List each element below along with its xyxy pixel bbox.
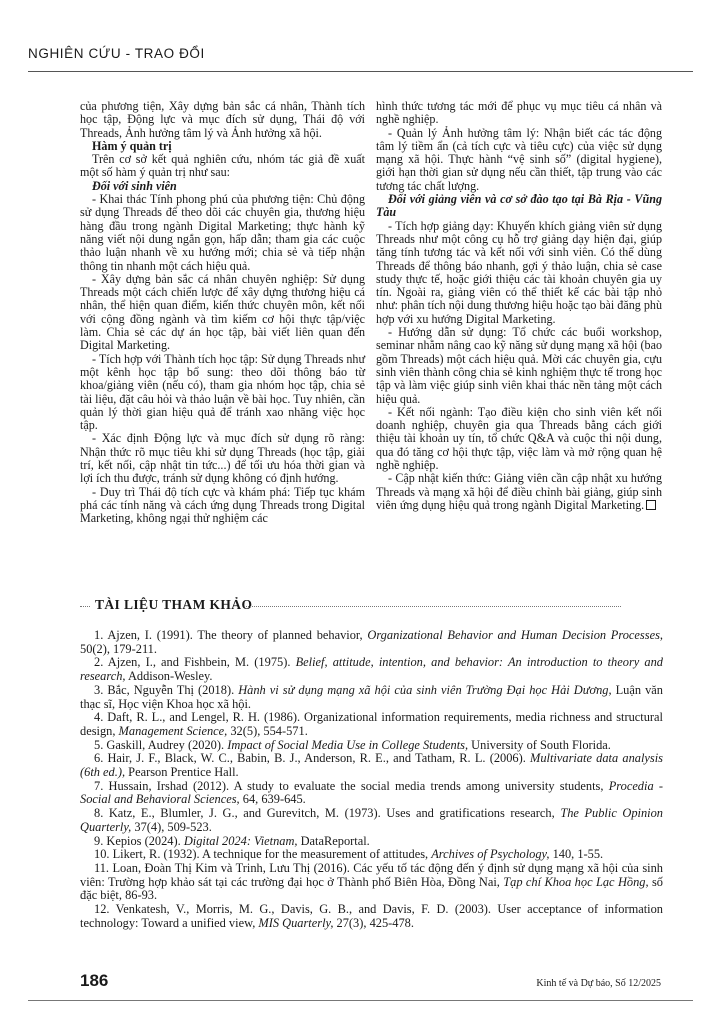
paragraph-student-1: - Khai thác Tính phong phú của phương tiện: Chủ động sử dụng Threads để theo dõi các chuyên gia, thương hiệu hàng đầu trong ngành Digital Marketing; thực hành kỹ năng viết nội dung ngắn gọn, hấp dẫn; tham gia các cuộc thảo luận nhanh về xu hướng mới; chia sẻ và tiếp nhận thông tin nhanh một cách hiệu quả. — [80, 192, 365, 273]
page-number: 186 — [80, 971, 109, 990]
reference-tail: DataReportal. — [297, 833, 370, 848]
reference-tail: Luận văn thạc sĩ, Học viện Khoa học xã hội. — [80, 682, 663, 711]
paragraph-lecturer-1: - Tích hợp giảng dạy: Khuyến khích giảng viên sử dụng Threads như một công cụ hỗ trợ giảng dạy hiện đại, giúp tăng tính tương tác và kết nối với sinh viên. Có thể dùng Threads để thông báo nhanh, gợi ý thảo luận, chia sẻ case study thực tế, hoặc giới thiệu các tài khoản chuyên gia uy tín. Ngoài ra, giảng viên có thể thiết kế các bài tập nhỏ như: phân tích nội dung thương hiệu hoặc tạo bài đăng phù hợp với xu hướng Digital Marketing. — [376, 218, 662, 326]
paragraph-basis: Trên cơ sở kết quả nghiên cứu, nhóm tác giả đề xuất một số hàm ý quản trị như sau: — [80, 152, 365, 180]
reference-source: Multivariate data analysis (6th ed.), — [80, 751, 664, 780]
reference-source: MIS Quarterly, — [258, 915, 334, 930]
reference-item — [80, 739, 663, 753]
references-list — [80, 629, 663, 930]
reference-tail: 50(2), 179-211. — [80, 641, 157, 656]
reference-text: 1. Ajzen, I. (1991). The theory of planned behavior, — [94, 628, 368, 642]
reference-item — [80, 629, 663, 656]
reference-text: 5. Gaskill, Audrey (2020). — [94, 737, 228, 752]
reference-item — [80, 752, 663, 779]
reference-tail: số đặc biệt, 86-93. — [80, 874, 663, 903]
right-column — [376, 100, 662, 512]
heading-students: Đối với sinh viên — [92, 178, 177, 193]
end-of-article-icon — [646, 500, 656, 510]
paragraph-student-5: - Duy trì Thái độ tích cực và khám phá: Tiếp tục khám phá các tính năng và cách ứng dụng Threads trong Digital Marketing, không ngại thử nghiệm các — [80, 484, 365, 526]
reference-source: Archives of Psychology, — [431, 847, 550, 862]
reference-item — [80, 835, 663, 849]
reference-item — [80, 807, 663, 834]
paragraph-intro: của phương tiện, Xây dựng bản sắc cá nhân, Thành tích học tập, Động lực và mục đích sử dụng, Thái độ với Threads, Ảnh hưởng tâm lý và Ảnh hưởng xã hội. — [80, 99, 365, 140]
reference-text: 8. Katz, E., Blumler, J. G., and Gurevitch, M. (1973). Uses and gratifications research, — [94, 806, 561, 821]
reference-item — [80, 862, 663, 903]
reference-text: 12. Venkatesh, V., Morris, M. G., Davis, G. B., and Davis, F. D. (2003). User acceptance of information technology: Toward a unified view, — [80, 902, 663, 930]
reference-text: 7. Hussain, Irshad (2012). A study to evaluate the social media trends among university students, — [94, 778, 609, 793]
reference-source: Impact of Social Media Use in College Students, — [227, 737, 469, 752]
paragraph-student-2: - Xây dựng bản sắc cá nhân chuyên nghiệp: Sử dụng Threads một cách chiến lược để xây dựng thương hiệu cá nhân, thể hiện quan điểm, kiến thức chuyên môn, kết nối với cộng đồng ngành và tìm kiếm cơ hội thực tập/việc làm. Chia sẻ các dự án học tập, bài viết liên quan đến Digital Marketing. — [80, 271, 365, 353]
reference-item — [80, 656, 663, 683]
reference-item — [80, 848, 663, 862]
reference-source: Organizational Behavior and Human Decision Processes, — [367, 628, 663, 642]
paragraph-student-6: - Quản lý Ảnh hưởng tâm lý: Nhận biết các tác động tâm lý tiềm ẩn (cả tích cực và tiêu cực) của việc sử dụng mạng xã hội. Thực hành “vệ sinh số” (digital hygiene), giới hạn thời gian sử dụng nếu cần thiết, tập trung vào các tương tác chất lượng. — [376, 125, 662, 193]
paragraph-lecturer-3: - Kết nối ngành: Tạo điều kiện cho sinh viên kết nối doanh nghiệp, chuyên gia qua Threads bằng cách giới thiệu tài khoản uy tín, tổ chức Q&A và cuộc thi nội dung, qua đó tăng cơ hội thực tập, việc làm và mở rộng quan hệ nghề nghiệp. — [376, 404, 662, 473]
footer-rule — [28, 1000, 693, 1001]
heading-implications: Hàm ý quản trị — [92, 138, 172, 153]
left-column — [80, 100, 365, 526]
references-rule-left — [80, 606, 90, 607]
reference-text: 4. Daft, R. L., and Lengel, R. H. (1986). Organizational information requirements, media richness and structural design, — [80, 710, 663, 738]
reference-text: 11. Loan, Đoàn Thị Kim và Trinh, Lưu Thị (2016). Các yếu tố tác động đến ý định sử dụng mạng xã hội của sinh viên: Trường hợp khảo sát tại các trường đại học ở Thành phố Biên Hòa, Đồng Nai, — [80, 860, 663, 889]
reference-tail: 37(4), 509-523. — [131, 819, 212, 834]
references-title: TÀI LIỆU THAM KHẢO — [95, 597, 253, 612]
reference-tail: 140, 1-55. — [549, 847, 604, 862]
reference-source: Management Science, — [118, 723, 228, 738]
section-header: NGHIÊN CỨU - TRAO ĐỔI — [28, 46, 205, 61]
reference-text: 6. Hair, J. F., Black, W. C., Babin, B. J., Anderson, R. E., and Tatham, R. L. (2006). — [94, 751, 531, 766]
paragraph-lecturer-2: - Hướng dẫn sử dụng: Tổ chức các buổi workshop, seminar nhằm nâng cao kỹ năng sử dụng mạng xã hội (bao gồm Threads) một cách hiệu quả. Mời các chuyên gia, cựu sinh viên thành công chia sẻ kinh nghiệm thực tế trong học tập và làm việc giúp sinh viên khai thác nền tảng một cách hiệu quả. — [376, 325, 662, 406]
reference-item — [80, 684, 663, 711]
reference-source: Procedia - Social and Behavioral Sciences, — [80, 778, 663, 807]
reference-text: 9. Kepios (2024). — [94, 833, 184, 848]
paragraph-lecturer-4-text: - Cập nhật kiến thức: Giảng viên cần cập nhật xu hướng Threads và mạng xã hội để điều chỉnh bài giảng, giúp sinh viên ứng dụng hiệu quả trong ngành Digital Marketing. — [376, 471, 662, 512]
reference-text: 3. Bắc, Nguyễn Thị (2018). — [94, 682, 239, 697]
reference-source: Tạp chí Khoa học Lạc Hồng, — [503, 874, 649, 889]
references-rule — [244, 606, 621, 607]
reference-text: 10. Likert, R. (1932). A technique for the measurement of attitudes, — [94, 847, 432, 862]
paragraph-continued: hình thức tương tác mới để phục vụ mục tiêu cá nhân và nghề nghiệp. — [376, 99, 662, 127]
reference-tail: Pearson Prentice Hall. — [125, 765, 239, 780]
reference-source: Belief, attitude, intention, and behavior: An introduction to theory and research, — [80, 655, 663, 684]
reference-tail: University of South Florida. — [468, 737, 611, 752]
reference-tail: 64, 639-645. — [239, 792, 306, 807]
reference-source: The Public Opinion Quarterly, — [80, 806, 663, 834]
journal-footer: Kinh tế và Dự báo, Số 12/2025 — [536, 978, 661, 989]
paragraph-student-4: - Xác định Động lực và mục đích sử dụng rõ ràng: Nhận thức rõ mục tiêu khi sử dụng Threads (học tập, giải trí, kết nối, cập nhật tin tức...) để tối ưu hóa thời gian và lợi ích thu được, tránh sử dụng không có định hướng. — [80, 431, 365, 486]
reference-tail: 27(3), 425-478. — [333, 915, 414, 930]
heading-lecturers: Đối với giảng viên và cơ sở đào tạo tại Bà Rịa - Vũng Tàu — [376, 192, 662, 220]
reference-tail: 32(5), 554-571. — [227, 723, 308, 738]
header-rule — [28, 71, 693, 72]
paragraph-lecturer-4 — [376, 472, 662, 512]
reference-item — [80, 903, 663, 930]
reference-item — [80, 780, 663, 807]
paragraph-student-3: - Tích hợp với Thành tích học tập: Sử dụng Threads như một kênh học tập bổ sung: theo dõi thông báo từ khoa/giảng viên (nếu có), tham gia nhóm học tập, chia sẻ tài liệu, đặt câu hỏi và thảo luận về bài học. Tuy nhiên, cần quản lý thời gian hiệu quả để tránh xao nhãng việc học tập. — [80, 351, 365, 433]
reference-tail: Addison-Wesley. — [125, 669, 213, 684]
reference-item — [80, 711, 663, 738]
reference-source: Hành vi sử dụng mạng xã hội của sinh viên Trường Đại học Hải Dương, — [238, 682, 612, 697]
reference-text: 2. Ajzen, I., and Fishbein, M. (1975). — [94, 655, 296, 670]
reference-source: Digital 2024: Vietnam, — [183, 833, 298, 848]
